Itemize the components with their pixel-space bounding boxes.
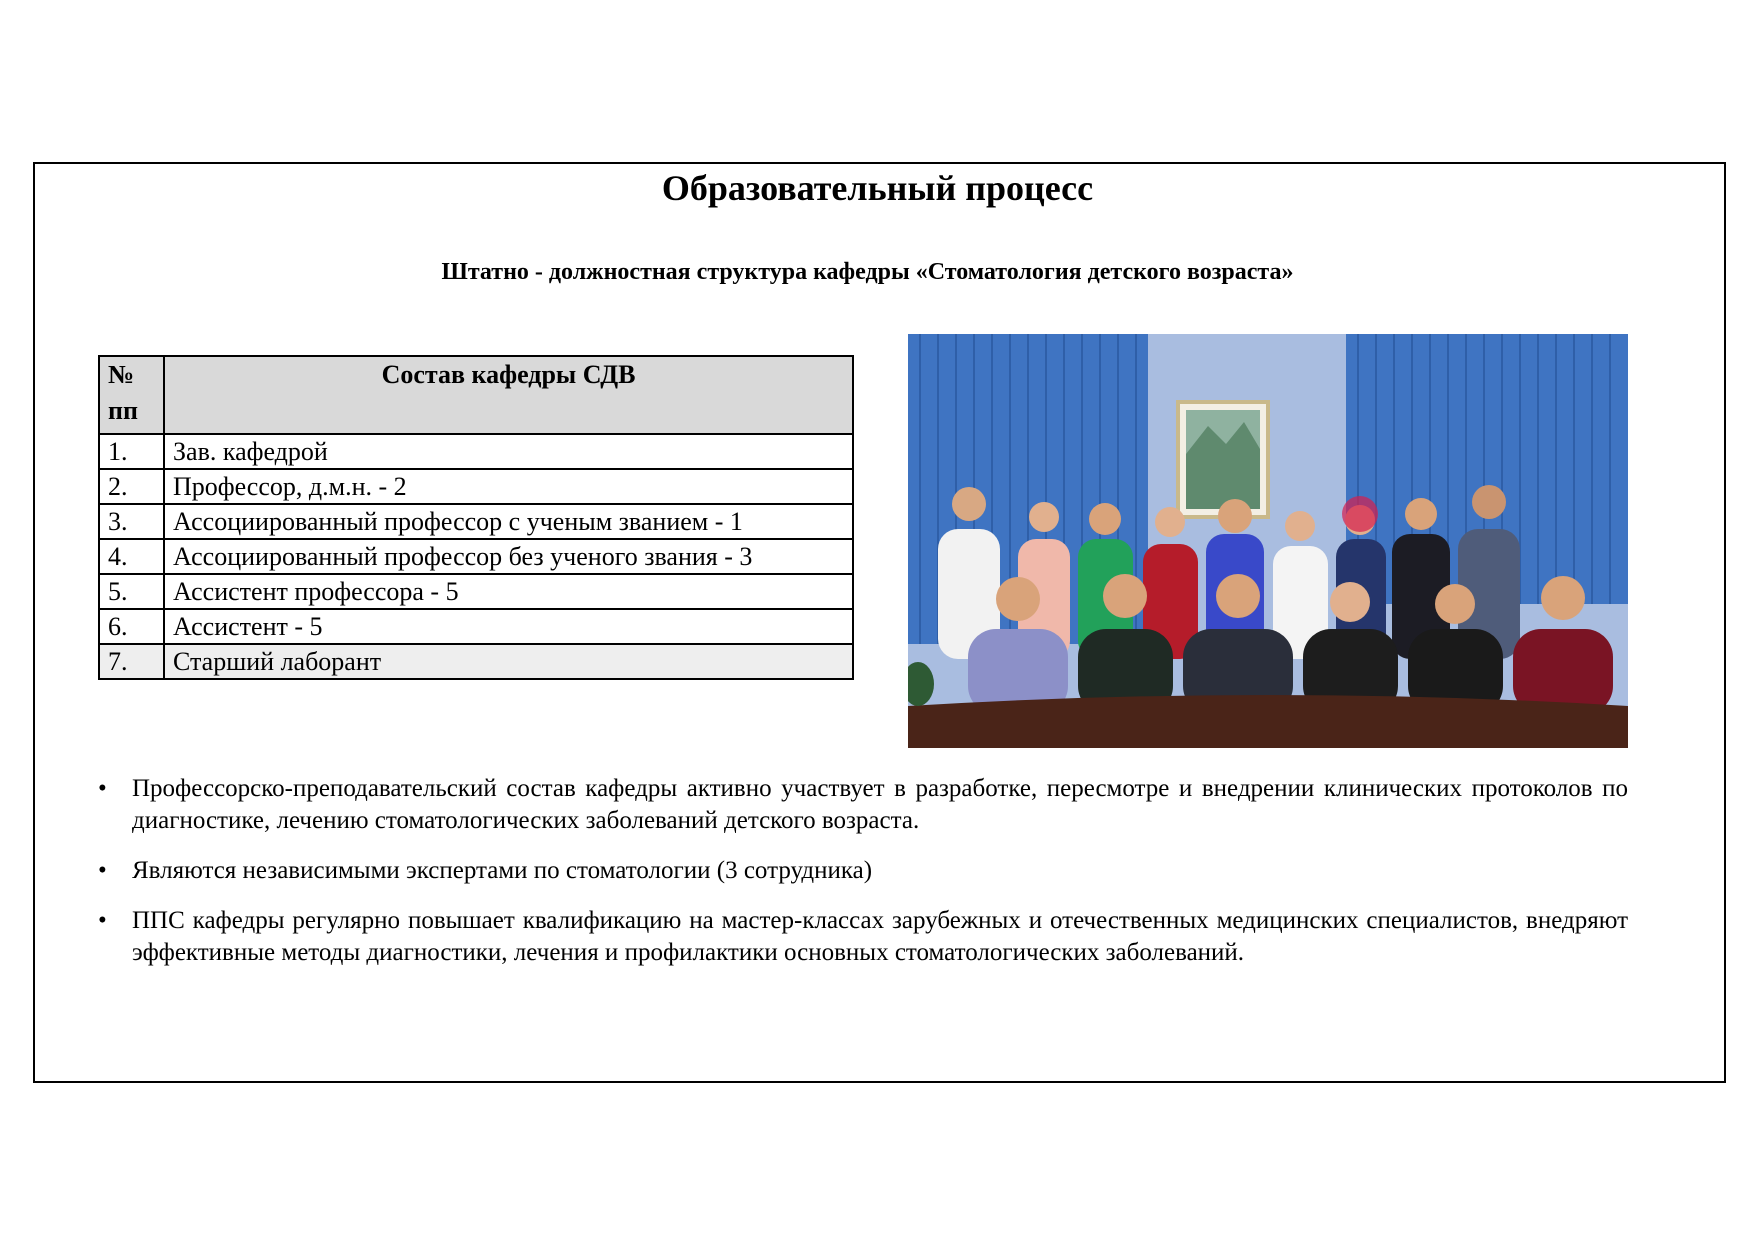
page-title: Образовательный процесс [661, 168, 1094, 208]
row-text: Старший лаборант [164, 644, 853, 679]
group-photo-illustration [908, 334, 1628, 748]
list-item [98, 855, 1628, 887]
table-row [99, 469, 853, 504]
table-row [99, 574, 853, 609]
staff-table [98, 355, 854, 680]
row-number: 2. [99, 469, 164, 504]
row-number: 7. [99, 644, 164, 679]
row-number: 3. [99, 504, 164, 539]
row-number: 5. [99, 574, 164, 609]
table-row [99, 644, 853, 679]
bullet-dot-icon: • [98, 775, 107, 802]
row-text: Ассистент профессора - 5 [164, 574, 853, 609]
table-header-row [99, 356, 853, 434]
row-number: 1. [99, 434, 164, 469]
column-header-title: Состав кафедры СДВ [164, 356, 853, 434]
bullet-text: ППС кафедры регулярно повышает квалификацию на мастер-классах зарубежных и отечественных медицинских специалистов, внедряют эффективные методы диагностики, лечения и профилактики основных стоматологических заболеваний. [132, 907, 1628, 966]
row-number: 4. [99, 539, 164, 574]
bullet-dot-icon: • [98, 857, 107, 884]
row-number: 6. [99, 609, 164, 644]
page-subtitle: Штатно - должностная структура кафедры «Стоматология детского возраста» [441, 259, 1294, 285]
row-text: Профессор, д.м.н. - 2 [164, 469, 853, 504]
list-item [98, 905, 1628, 969]
list-item [98, 773, 1628, 837]
row-text: Ассоциированный профессор без ученого звания - 3 [164, 539, 853, 574]
table-row [99, 539, 853, 574]
info-bullets [98, 773, 1628, 987]
bullet-text: Являются независимыми экспертами по стоматологии (3 сотрудника) [132, 857, 873, 884]
row-text: Ассистент - 5 [164, 609, 853, 644]
bullet-dot-icon: • [98, 907, 107, 934]
row-text: Ассоциированный профессор с ученым званием - 1 [164, 504, 853, 539]
column-header-number: № пп [99, 356, 164, 434]
row-text: Зав. кафедрой [164, 434, 853, 469]
department-group-photo [908, 334, 1628, 748]
bullet-text: Профессорско-преподавательский состав кафедры активно участвует в разработке, пересмотре и внедрении клинических протоколов по диагностике, лечению стоматологических заболеваний детского возраста. [132, 775, 1628, 834]
table-row [99, 434, 853, 469]
table-row [99, 609, 853, 644]
table-row [99, 504, 853, 539]
